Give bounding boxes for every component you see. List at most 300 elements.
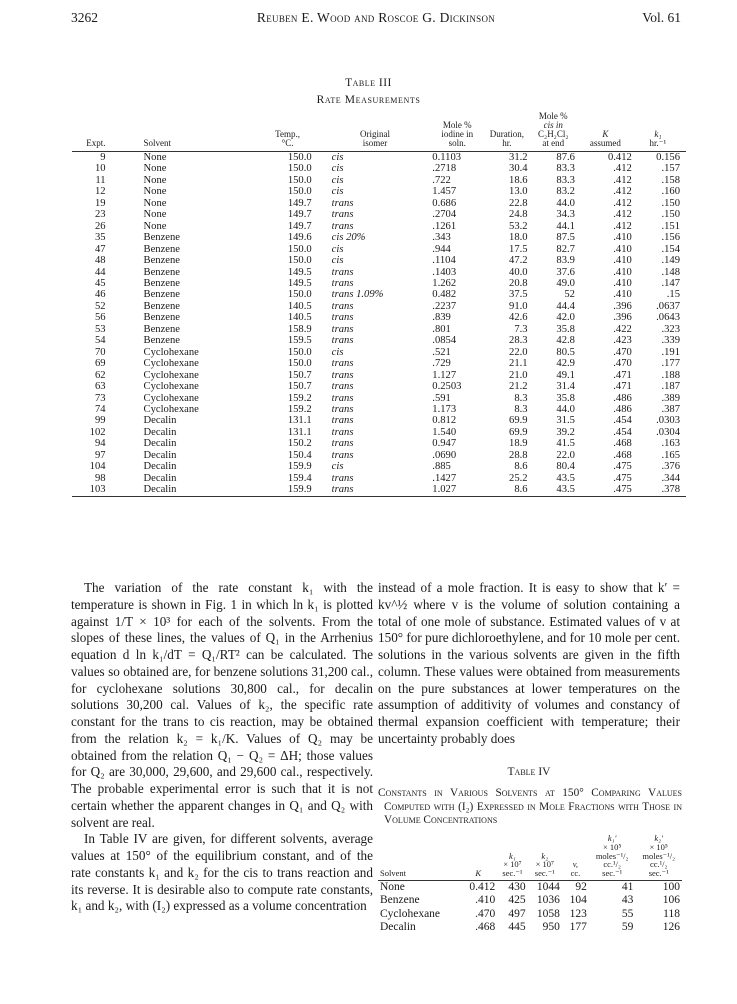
cell-isomer: trans (331, 335, 354, 347)
cell-k1: .151 (661, 220, 680, 232)
cell-isomer: cis (331, 152, 344, 163)
cell-mole-cis: 42.9 (556, 358, 575, 370)
cell-expt: 74 (94, 403, 106, 415)
cell-k1: .0304 (656, 426, 680, 438)
cell-k: .468 (613, 438, 632, 450)
th-expt-label: Expt. (86, 138, 106, 148)
cell-mole-iodine: 1.027 (420, 484, 484, 496)
cell-solvent: Benzene (380, 894, 420, 907)
cell-solvent: Decalin (108, 484, 262, 496)
cell-isomer: trans 1.09% (331, 289, 384, 301)
th-mol-l1: Mole % (442, 120, 472, 130)
cell-isomer: trans (331, 392, 354, 404)
cell-k1: .376 (661, 461, 680, 473)
table-row (72, 484, 686, 496)
cell-temp: 140.5 (287, 300, 312, 312)
th-k1-l1: k₁ (654, 129, 662, 139)
cell-k1: .0303 (656, 415, 680, 427)
th-cis-l1: Mole % (538, 111, 568, 121)
cell-temp: 159.9 (287, 461, 312, 473)
table-row (72, 209, 686, 220)
cell-expt: 102 (89, 426, 106, 438)
cell-temp: 159.2 (287, 403, 312, 415)
cell-isomer: trans (331, 323, 354, 335)
th-original-isomer (314, 112, 421, 152)
cell-k2: 1044 (536, 880, 560, 893)
cell-mole-cis: 44.0 (556, 403, 575, 415)
cell-expt: 46 (94, 289, 106, 301)
cell-temp: 150.0 (287, 289, 312, 301)
table-row (72, 427, 686, 438)
cell-duration: 37.5 (509, 289, 528, 301)
cell-k1: .149 (661, 255, 680, 267)
th-orig-l1: Original (359, 129, 390, 139)
cell-expt: 47 (94, 243, 106, 255)
cell-duration: 8.6 (484, 484, 529, 496)
table-row (72, 232, 686, 243)
th-mole-cis (530, 112, 577, 152)
cell-duration: 7.3 (514, 323, 528, 335)
table-row (378, 894, 682, 908)
table3-body (72, 152, 686, 497)
cell-duration: 42.6 (509, 312, 528, 324)
cell-duration: 18.9 (509, 438, 528, 450)
cell-k: .475 (613, 472, 632, 484)
table-row (72, 393, 686, 404)
cell-solvent: Decalin (143, 426, 177, 438)
t4-th-k2p-l3: moles⁻¹/₂ (642, 850, 676, 861)
cell-duration: 8.6 (514, 461, 528, 473)
cell-mole-iodine: .2704 (432, 209, 457, 221)
cell-temp: 140.5 (287, 312, 312, 324)
table4-constants (378, 834, 682, 935)
cell-mole-iodine: .2237 (432, 300, 457, 312)
cell-k1: 445 (508, 921, 526, 934)
cell-mole-iodine: .801 (432, 323, 451, 335)
cell-mole-iodine: 0.2503 (432, 381, 462, 393)
cell-mole-iodine: .2718 (432, 163, 457, 175)
cell-v: 123 (569, 907, 587, 920)
cell-mole-cis: 80.5 (556, 346, 575, 358)
cell-temp: 150.2 (287, 438, 312, 450)
cell-k: .410 (475, 894, 496, 907)
cell-mole-cis: 44.1 (556, 220, 575, 232)
cell-mole-cis: 44.4 (556, 300, 575, 312)
cell-solvent: Cyclohexane (143, 392, 199, 404)
cell-expt: 73 (94, 392, 106, 404)
t4-th-solvent-label: Solvent (380, 868, 406, 879)
cell-expt: 45 (94, 277, 106, 289)
cell-k: .396 (613, 300, 632, 312)
cell-k: .468 (613, 449, 632, 461)
th-mole-iodine (420, 112, 484, 152)
cell-duration: 69.9 (509, 426, 528, 438)
cell-temp: 159.5 (287, 335, 312, 347)
cell-solvent: Cyclohexane (143, 403, 199, 415)
cell-solvent: Cyclohexane (143, 381, 199, 393)
volume-label: Vol. 61 (642, 10, 681, 25)
table3-rate-measurements (72, 112, 686, 497)
cell-temp: 150.0 (287, 163, 312, 175)
cell-mole-cis: 34.3 (556, 209, 575, 221)
cell-mole-cis: 83.9 (556, 255, 575, 267)
cell-mole-cis: 49.0 (556, 277, 575, 289)
table-row (72, 301, 686, 312)
cell-expt: 52 (94, 300, 106, 312)
cell-duration: 8.3 (514, 392, 528, 404)
cell-expt: 62 (94, 369, 106, 381)
th-mol-l2: iodine in (441, 129, 474, 139)
cell-duration: 28.3 (509, 335, 528, 347)
table3-header-row (72, 112, 686, 152)
cell-mole-iodine: .839 (432, 312, 451, 324)
cell-temp: 149.6 (287, 232, 312, 244)
cell-solvent: Benzene (143, 255, 180, 267)
cell-duration: 21.1 (509, 358, 528, 370)
th-expt (72, 112, 108, 152)
cell-isomer: trans (314, 484, 421, 496)
cell-solvent: Benzene (143, 266, 180, 278)
cell-temp: 159.2 (287, 392, 312, 404)
cell-solvent: Benzene (143, 300, 180, 312)
cell-mole-iodine: .0690 (432, 449, 457, 461)
t4-th-k2prime (635, 834, 682, 880)
t4-th-k2p-l1: k₂′ (654, 833, 663, 843)
table-row (72, 198, 686, 209)
th-k-l2: assumed (589, 138, 621, 148)
cell-k1-prime: 59 (621, 921, 634, 934)
cell-expt: 99 (94, 415, 106, 427)
cell-k1: .158 (661, 174, 680, 186)
cell-mole-iodine: .1427 (432, 472, 457, 484)
cell-mole-cis: 42.8 (556, 335, 575, 347)
cell-duration: 8.3 (514, 403, 528, 415)
cell-mole-iodine: .944 (432, 243, 451, 255)
cell-k: .396 (613, 312, 632, 324)
cell-k: .412 (613, 186, 632, 198)
table-row (72, 255, 686, 266)
table3-title: Table III (345, 77, 392, 89)
th-orig-l2: isomer (362, 138, 388, 148)
th-solvent (108, 112, 262, 152)
cell-mole-iodine: .722 (432, 174, 451, 186)
cell-isomer: cis (331, 461, 344, 473)
cell-temp: 150.0 (287, 152, 312, 163)
cell-k1: .156 (661, 232, 680, 244)
cell-solvent: Cyclohexane (143, 358, 199, 370)
cell-expt: 103 (72, 484, 108, 496)
cell-temp: 150.7 (287, 369, 312, 381)
cell-k1: .15 (666, 289, 680, 301)
cell-isomer: trans (331, 209, 354, 221)
cell-k1: .378 (634, 484, 686, 496)
cell-isomer: trans (331, 438, 354, 450)
cell-duration: 31.2 (509, 152, 528, 163)
cell-solvent: Decalin (143, 415, 177, 427)
cell-solvent: Benzene (143, 335, 180, 347)
cell-k1: .188 (661, 369, 680, 381)
cell-duration: 17.5 (509, 243, 528, 255)
cell-k1: 0.156 (656, 152, 680, 163)
cell-isomer: cis (331, 174, 344, 186)
cell-isomer: cis 20% (331, 232, 366, 244)
cell-k1: .157 (661, 163, 680, 175)
cell-k: .423 (613, 335, 632, 347)
cell-mole-cis: 31.5 (556, 415, 575, 427)
cell-mole-cis: 87.5 (556, 232, 575, 244)
cell-mole-iodine: .0854 (432, 335, 457, 347)
cell-duration: 30.4 (509, 163, 528, 175)
cell-temp: 131.1 (287, 426, 312, 438)
table-row (378, 908, 682, 922)
table-row (72, 312, 686, 323)
cell-k1: .163 (661, 438, 680, 450)
cell-solvent: Cyclohexane (143, 369, 199, 381)
cell-mole-iodine: 0.947 (432, 438, 457, 450)
table-row (72, 186, 686, 197)
cell-mole-iodine: 0.1103 (432, 152, 462, 163)
t4-th-k-label: K (475, 868, 482, 879)
cell-mole-cis: 41.5 (556, 438, 575, 450)
cell-mole-cis: 83.2 (556, 186, 575, 198)
cell-mole-cis: 80.4 (556, 461, 575, 473)
table-row (72, 473, 686, 484)
cell-k: .475 (613, 461, 632, 473)
cell-mole-cis: 35.8 (556, 323, 575, 335)
cell-temp: 150.4 (287, 449, 312, 461)
right-column (378, 580, 680, 748)
cell-solvent: Decalin (143, 461, 177, 473)
t4-th-v (562, 834, 589, 880)
cell-duration: 24.8 (509, 209, 528, 221)
cell-k: .486 (613, 392, 632, 404)
cell-temp: 150.0 (287, 255, 312, 267)
table4-header-row (378, 834, 682, 880)
cell-duration: 18.0 (509, 232, 528, 244)
table-row (72, 267, 686, 278)
table-row (72, 358, 686, 369)
cell-k2: 1058 (536, 907, 560, 920)
cell-solvent: Decalin (143, 472, 177, 484)
cell-k1: .0637 (656, 300, 680, 312)
cell-solvent: Cyclohexane (380, 907, 441, 920)
cell-temp: 150.0 (287, 174, 312, 186)
cell-k1-prime: 41 (621, 880, 634, 893)
table-row (72, 152, 686, 164)
cell-mole-cis: 82.7 (556, 243, 575, 255)
table4-caption: Constants in Various Solvents at 150° Comparing Values Computed with (I₂) Expressed in Mole Fractions with Those in Volume Concentrations (378, 787, 682, 826)
cell-k2-prime: 100 (662, 880, 680, 893)
cell-k: .471 (613, 369, 632, 381)
th-k-assumed (577, 112, 634, 152)
t4-th-k1p-l4: cc.¹/₂ (603, 859, 621, 870)
t4-th-v-l1: v, (572, 859, 579, 870)
t4-th-k2p-l2: × 10⁵ (649, 841, 668, 852)
cell-solvent: Benzene (143, 312, 180, 324)
t4-th-k1-l1: k₁ (509, 850, 516, 861)
cell-duration: 91.0 (509, 300, 528, 312)
page-number: 3262 (71, 10, 98, 25)
cell-expt: 56 (94, 312, 106, 324)
cell-solvent: Decalin (380, 921, 416, 934)
cell-k2: 950 (542, 921, 560, 934)
cell-duration: 40.0 (509, 266, 528, 278)
cell-mole-iodine: 1.457 (432, 186, 457, 198)
cell-k1: 497 (508, 907, 526, 920)
cell-mole-cis: 87.6 (556, 152, 575, 163)
cell-isomer: trans (331, 472, 354, 484)
table-row (72, 347, 686, 358)
cell-k1: 425 (508, 894, 526, 907)
cell-isomer: trans (331, 426, 354, 438)
t4-th-k1-l3: sec.⁻¹ (502, 868, 523, 879)
cell-duration: 25.2 (509, 472, 528, 484)
cell-solvent: None (143, 174, 167, 186)
cell-mole-iodine: .1261 (432, 220, 457, 232)
cell-temp: 149.5 (287, 266, 312, 278)
t4-th-k1-l2: × 10⁷ (503, 859, 522, 870)
t4-th-k1p-l5: sec.⁻¹ (602, 868, 623, 879)
table-row (72, 438, 686, 449)
th-k-l1: K (602, 129, 609, 139)
cell-k: .470 (475, 907, 496, 920)
table4-body (378, 880, 682, 935)
cell-k: .486 (613, 403, 632, 415)
cell-mole-iodine: .343 (432, 232, 451, 244)
t4-th-k (459, 834, 497, 880)
cell-solvent: None (143, 220, 167, 232)
t4-th-k1p-l1: k₁′ (607, 833, 617, 843)
running-authors: Reuben E. Wood and Roscoe G. Dickinson (256, 10, 496, 25)
cell-k: .410 (613, 255, 632, 267)
th-mol-l3: soln. (448, 138, 466, 148)
cell-duration: 18.6 (509, 174, 528, 186)
cell-k1: .323 (661, 323, 680, 335)
th-cis-l3: C₂H₂Cl₂ (538, 129, 569, 139)
cell-temp: 149.7 (287, 220, 312, 232)
cell-k: .471 (613, 381, 632, 393)
cell-expt: 9 (100, 152, 106, 163)
table-row (378, 921, 682, 935)
cell-k: .412 (613, 174, 632, 186)
cell-v: 92 (575, 880, 587, 893)
cell-solvent: None (143, 209, 167, 221)
cell-mole-iodine: .521 (432, 346, 451, 358)
cell-k1: .0643 (656, 312, 680, 324)
cell-mole-cis: 35.8 (556, 392, 575, 404)
cell-solvent: Benzene (143, 289, 180, 301)
cell-solvent: Cyclohexane (143, 346, 199, 358)
cell-isomer: trans (331, 220, 354, 232)
cell-duration: 28.8 (509, 449, 528, 461)
cell-isomer: trans (331, 277, 354, 289)
cell-temp: 150.0 (287, 358, 312, 370)
cell-mole-cis: 43.5 (530, 484, 577, 496)
paragraph-table4-intro: In Table IV are given, for different solvents, average values at 150° of the equilibrium constant, and of the rate constants k₁ and k₂ for the cis to trans reaction and its reverse. It is desirable also to compute rate constants, k₁ and k₂, with (I₂) expressed as a volume concentration (71, 831, 373, 914)
cell-isomer: cis (331, 243, 344, 255)
cell-temp: 149.7 (287, 209, 312, 221)
cell-expt: 97 (94, 449, 106, 461)
cell-mole-iodine: .1104 (432, 255, 456, 267)
th-cis-l2: cis in (543, 120, 563, 130)
cell-k1: .150 (661, 209, 680, 221)
cell-mole-iodine: .591 (432, 392, 451, 404)
cell-mole-iodine: .729 (432, 358, 451, 370)
cell-mole-iodine: .1403 (432, 266, 457, 278)
cell-mole-cis: 43.5 (556, 472, 575, 484)
cell-isomer: cis (331, 255, 344, 267)
cell-solvent: Benzene (143, 232, 180, 244)
cell-mole-iodine: 1.173 (432, 403, 457, 415)
cell-mole-iodine: 0.812 (432, 415, 457, 427)
cell-k: .454 (613, 415, 632, 427)
cell-k1: .177 (661, 358, 680, 370)
cell-isomer: cis (331, 186, 344, 198)
cell-isomer: trans (331, 415, 354, 427)
running-header (71, 10, 681, 30)
th-k1-l2: hr.⁻¹ (649, 138, 667, 148)
t4-th-k2-l3: sec.⁻¹ (534, 868, 555, 879)
cell-duration: 13.0 (509, 186, 528, 198)
cell-k: .454 (613, 426, 632, 438)
cell-mole-iodine: 1.262 (432, 277, 457, 289)
cell-k2-prime: 118 (663, 907, 680, 920)
cell-isomer: trans (331, 449, 354, 461)
t4-th-k1 (497, 834, 527, 880)
cell-solvent: None (143, 152, 167, 163)
table-row (72, 415, 686, 426)
cell-duration: 22.0 (509, 346, 528, 358)
t4-th-k2-l2: × 10⁷ (535, 859, 554, 870)
cell-expt: 53 (94, 323, 106, 335)
cell-expt: 10 (94, 163, 106, 175)
table4-title: Table IV (507, 766, 551, 778)
cell-expt: 104 (89, 461, 106, 473)
cell-temp: 149.7 (287, 197, 312, 209)
table-row (72, 324, 686, 335)
cell-expt: 98 (94, 472, 106, 484)
cell-expt: 54 (94, 335, 106, 347)
cell-k1: 430 (508, 880, 526, 893)
cell-k1: .187 (661, 381, 680, 393)
cell-duration: 22.8 (509, 197, 528, 209)
cell-mole-cis: 31.4 (556, 381, 575, 393)
table-row (72, 381, 686, 392)
cell-mole-iodine: 1.540 (432, 426, 457, 438)
cell-isomer: trans (331, 381, 354, 393)
cell-k: .412 (613, 197, 632, 209)
cell-v: 177 (569, 921, 587, 934)
cell-k1-prime: 43 (621, 894, 634, 907)
cell-k: .422 (613, 323, 632, 335)
th-temp-l1: Temp., (275, 129, 301, 139)
th-k1 (634, 112, 686, 152)
cell-isomer: trans (331, 197, 354, 209)
cell-k: .410 (613, 289, 632, 301)
cell-isomer: trans (331, 312, 354, 324)
cell-expt: 11 (95, 174, 106, 186)
cell-k1: .389 (661, 392, 680, 404)
cell-solvent: Decalin (143, 438, 177, 450)
cell-solvent: Decalin (143, 449, 177, 461)
cell-isomer: cis (331, 163, 344, 175)
cell-temp: 159.4 (287, 472, 312, 484)
left-column (71, 580, 373, 915)
table-row (72, 163, 686, 174)
cell-temp: 158.9 (287, 323, 312, 335)
cell-k2: 1036 (536, 894, 560, 907)
cell-expt: 70 (94, 346, 106, 358)
